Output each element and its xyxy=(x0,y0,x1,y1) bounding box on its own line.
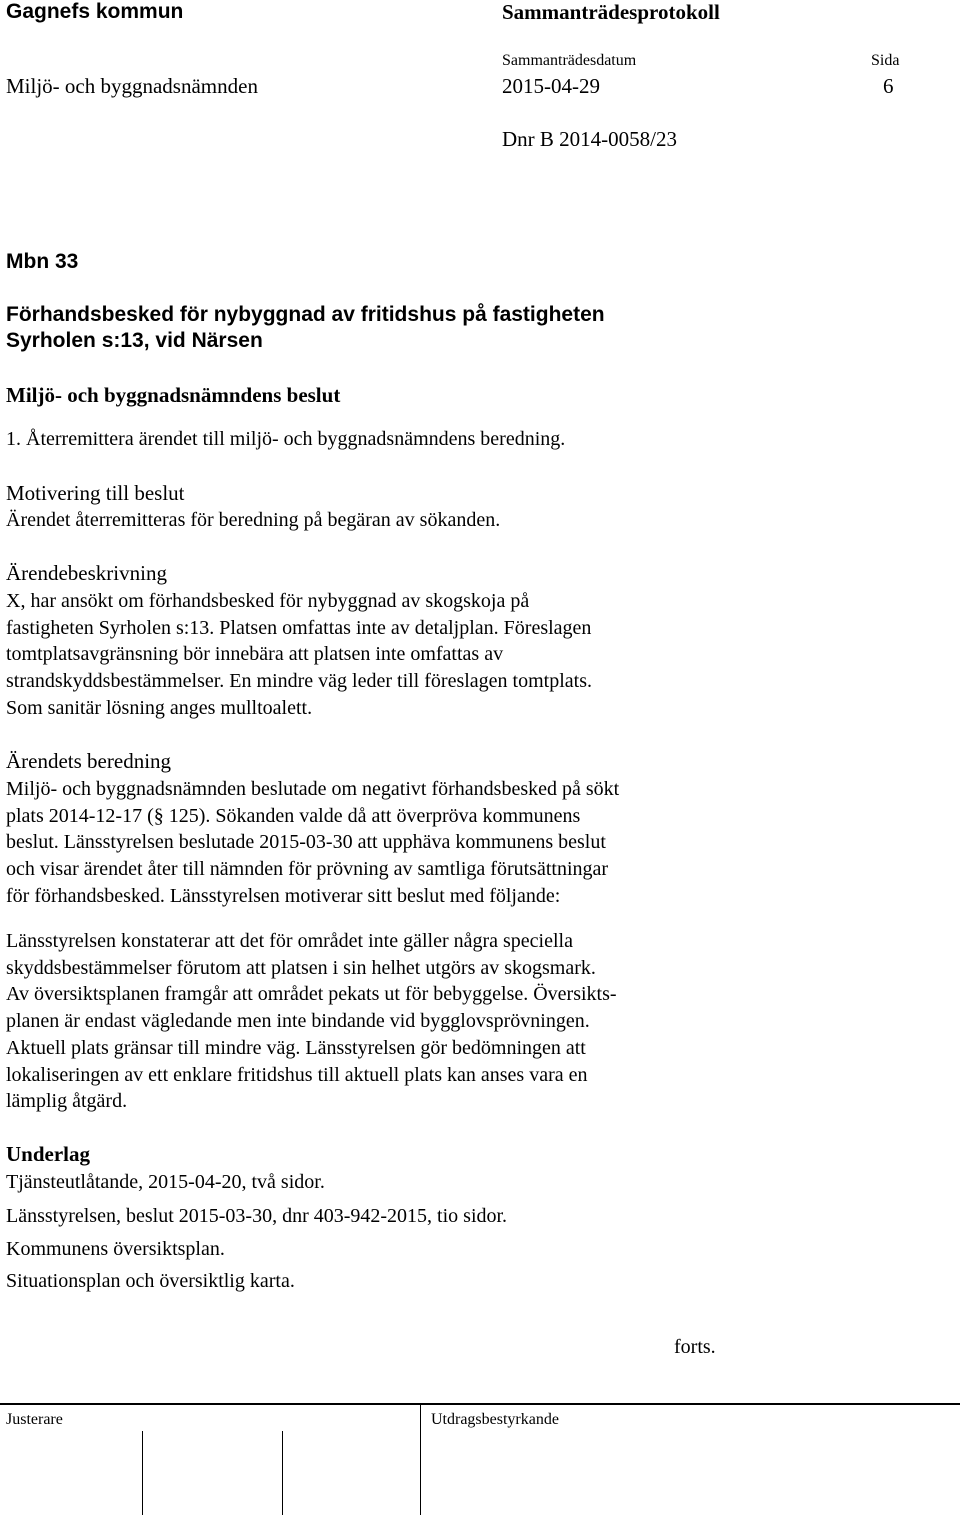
description-line: tomtplatsavgränsning bör innebära att platsen inte omfattas av xyxy=(6,643,504,666)
description-line: Som sanitär lösning anges mulltoalett. xyxy=(6,696,313,719)
footer-divider xyxy=(0,1403,960,1405)
description-line: fastigheten Syrholen s:13. Platsen omfattas inte av detaljplan. Föreslagen xyxy=(6,616,592,639)
case-number: Dnr B 2014-0058/23 xyxy=(502,127,677,151)
preparation-line: plats 2014-12-17 (§ 125). Sökanden valde då att överpröva kommunens xyxy=(6,804,581,827)
quote-line: Länsstyrelsen konstaterar att det för området inte gäller några speciella xyxy=(6,930,573,952)
meeting-date: 2015-04-29 xyxy=(502,74,600,98)
adjusters-label: Justerare xyxy=(6,1411,63,1428)
description-line: strandskyddsbestämmelser. En mindre väg leder till föreslagen tomtplats. xyxy=(6,670,592,693)
certified-label: Utdragsbestyrkande xyxy=(431,1411,559,1428)
quote-line: planen är endast vägledande men inte bindande vid bygglovsprövningen. xyxy=(6,1010,590,1033)
section-title-line2: Syrholen s:13, vid Närsen xyxy=(6,329,263,352)
quote-line: skyddsbestämmelser förutom att platsen i sin helhet utgörs av skogsmark. xyxy=(6,956,596,979)
preparation-line: för förhandsbesked. Länsstyrelsen motiverar sitt beslut med följande: xyxy=(6,884,561,907)
preparation-line: och visar ärendet åter till nämnden för prövning av samtliga förutsättningar xyxy=(6,858,609,881)
footer-column-divider xyxy=(420,1405,421,1515)
basis-item: Situationsplan och översiktlig karta. xyxy=(6,1270,295,1292)
basis-item: Kommunens översiktsplan. xyxy=(6,1238,225,1260)
quote-line: Av översiktsplanen framgår att området pekats ut för bebyggelse. Översikts- xyxy=(6,983,617,1006)
quote-line: Aktuell plats gränsar till mindre väg. Länsstyrelsen gör bedömningen att xyxy=(6,1036,586,1059)
quote-line: lokaliseringen av ett enklare fritidshus till aktuell plats kan anses vara en xyxy=(6,1063,588,1086)
decision-item: 1. Återremittera ärendet till miljö- och byggnadsnämndens beredning. xyxy=(6,428,566,450)
preparation-line: Miljö- och byggnadsnämnden beslutade om negativt förhandsbesked på sökt xyxy=(6,778,620,800)
quote-line: lämplig åtgärd. xyxy=(6,1090,128,1113)
motivation-text: Ärendet återremitteras för beredning på begäran av sökanden. xyxy=(6,509,501,531)
signature-box-divider xyxy=(142,1431,143,1515)
section-title-line1: Förhandsbesked för nybyggnad av fritidshus på fastigheten xyxy=(6,303,605,326)
section-number: Mbn 33 xyxy=(6,250,79,273)
preparation-heading: Ärendets beredning xyxy=(6,749,172,773)
signature-box-divider xyxy=(282,1431,283,1515)
continued-note: forts. xyxy=(674,1336,716,1358)
motivation-heading: Motivering till beslut xyxy=(6,481,185,505)
preparation-body xyxy=(6,776,736,910)
basis-item: Tjänsteutlåtande, 2015-04-20, två sidor. xyxy=(6,1171,325,1193)
committee-name: Miljö- och byggnadsnämnden xyxy=(6,74,258,98)
basis-heading: Underlag xyxy=(6,1142,90,1166)
decision-heading: Miljö- och byggnadsnämndens beslut xyxy=(6,383,341,407)
date-label: Sammanträdesdatum xyxy=(502,52,637,69)
basis-item: Länsstyrelsen, beslut 2015-03-30, dnr 403-942-2015, tio sidor. xyxy=(6,1205,508,1227)
preparation-line: beslut. Länsstyrelsen beslutade 2015-03-30 att upphäva kommunens beslut xyxy=(6,831,606,854)
page-label: Sida xyxy=(871,52,900,69)
description-heading: Ärendebeskrivning xyxy=(6,561,167,585)
municipality-name: Gagnefs kommun xyxy=(6,0,184,23)
page-number: 6 xyxy=(883,74,894,98)
preparation-quote xyxy=(6,928,736,1115)
description-body xyxy=(6,588,736,722)
document-type: Sammanträdesprotokoll xyxy=(502,0,720,24)
description-line: X, har ansökt om förhandsbesked för nybyggnad av skogskoja på xyxy=(6,590,530,612)
